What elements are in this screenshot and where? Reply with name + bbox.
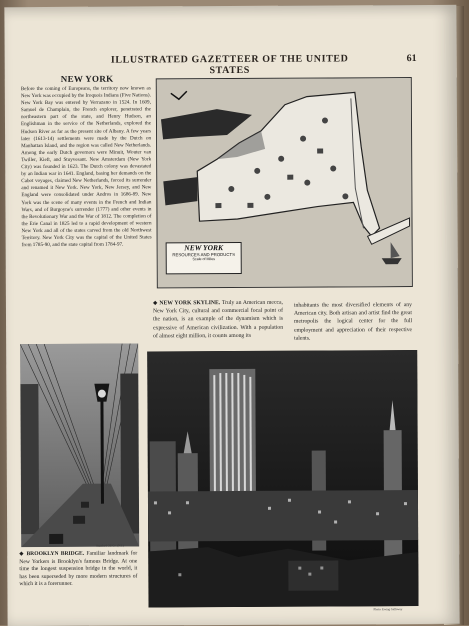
caption-marker: ◆ bbox=[152, 300, 158, 307]
running-header: ILLUSTRATED GAZETTEER OF THE UNITED STATES bbox=[110, 53, 349, 77]
skyline-caption-continued: inhabitants the most diversified elements of any American city. Both artisan and artist find the great metropolis the logical center for the full employment and appreciation of their respective talents. bbox=[293, 302, 413, 342]
map-label-title: NEW YORK bbox=[184, 243, 224, 253]
new-york-skyline-photo bbox=[147, 350, 418, 607]
skyline-photo-illustration bbox=[147, 350, 418, 607]
article-body: Before the coming of Europeans, the territory now known as New York was occupied by the Iroquois Indians (Five Nations). New York Bay was entered by Verrazano in 1524. In 1609, Samuel de Champlain, the French explorer, penetrated the northeastern part of the state, and Henry Hudson, an Englishman in the service of the Netherlands, explored the Hudson River as far as the present site of Albany. A few years later (1613-14) settlements were made by the Dutch on Manhattan Island, and the region was called New Netherlands. Among the early Dutch governors were Minuit, Wouter van Twiller, Kieft, and Stuyvesant. New Amsterdam (New York City) was founded in 1623. The Dutch colony was devastated by an Indian war in 1641. England, basing her demands on the Cabot voyages, claimed New Netherlands, forced its surrender and renamed it New York. New York, New Jersey, and New England were consolidated under Andros in 1686-89. New York was the scene of many events in the French and Indian Wars, and of Burgoyne's surrender (1777) and other events in the Revolutionary War and the War of 1812. The completion of the Erie Canal in 1825 led to a rapid development of western New York and all of the states carved from the old Northwest Territory. New York City was the capital of the United States from 1785-90, and the state capital from 1784-97. bbox=[20, 85, 152, 249]
book-page bbox=[4, 5, 459, 626]
brooklyn-bridge-photo bbox=[20, 343, 139, 547]
map-label-scale: Scale of Miles bbox=[192, 257, 215, 262]
bridge-caption-heading: BROOKLYN BRIDGE. bbox=[26, 550, 85, 558]
map-label-subtitle: RESOURCES AND PRODUCTS bbox=[172, 251, 235, 258]
bridge-photo-credit: Standard Oil Co. (N.J.) bbox=[96, 543, 125, 548]
bridge-photo-illustration bbox=[20, 343, 139, 547]
caption-marker: ◆ bbox=[19, 551, 25, 558]
skyline-caption-heading: NEW YORK SKYLINE. bbox=[159, 300, 221, 307]
skyline-caption bbox=[153, 299, 283, 341]
map-legend-box bbox=[166, 242, 242, 274]
bridge-caption-text: Familiar landmark for New Yorkers is Brooklyn's famous Bridge. At one time the longest suspension bridge in the world, it has been superseded by more modern structures of which it is a forerunner. bbox=[19, 550, 138, 588]
skyline-caption-text: Truly an American mecca, New York City, cultural and commercial focal point of the nation, is an example of the dynamism which is expressive of American civilization. With a population of almost eight million, it counts among its bbox=[152, 299, 284, 340]
page-number: 61 bbox=[406, 53, 417, 65]
article-title: NEW YORK bbox=[60, 73, 114, 84]
bridge-caption bbox=[19, 550, 137, 589]
skyline-photo-credit: Photo: Ewing Galloway bbox=[373, 607, 403, 612]
